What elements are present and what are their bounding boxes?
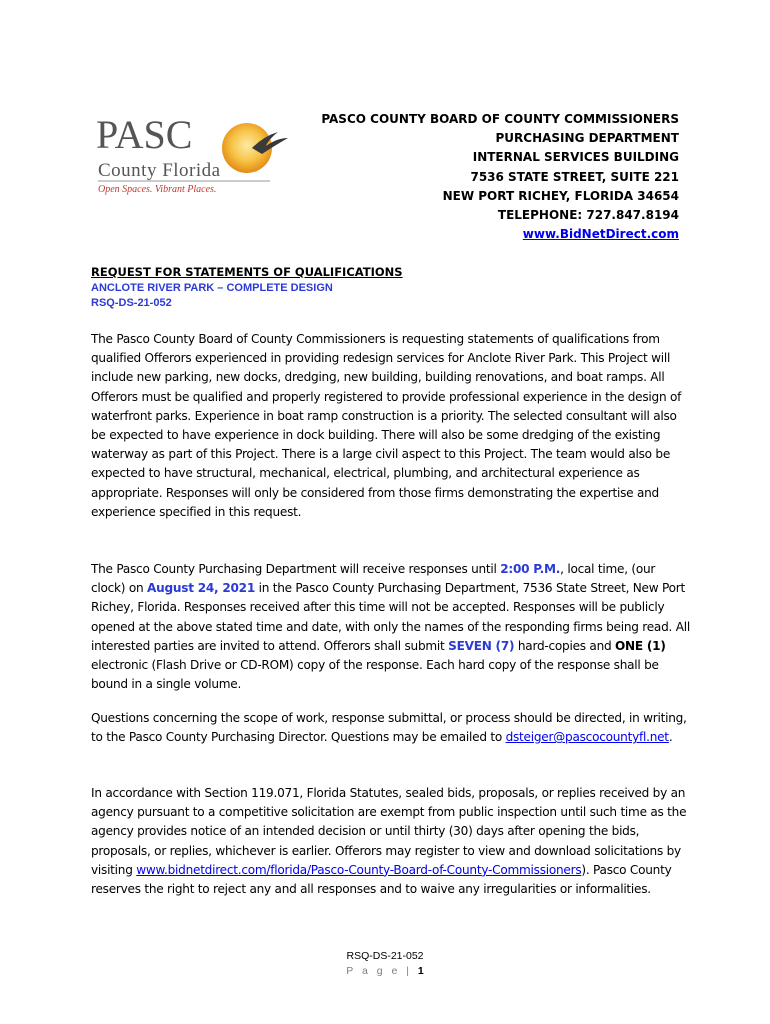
department-address-block xyxy=(279,110,679,244)
hard-copy-count: SEVEN (7) xyxy=(448,638,515,653)
header-line-board: PASCO COUNTY BOARD OF COUNTY COMMISSIONERS xyxy=(321,112,679,126)
footer-solicitation-number: RSQ-DS-21-052 xyxy=(346,950,424,962)
footer-page-indicator xyxy=(0,965,770,977)
paragraph-scope-text: The Pasco County Board of County Commissioners is requesting statements of qualifications from qualified Offerors experienced in providing redesign services for Anclote River Park. This Project will include new parking, new docks, dredging, new building, building renovations, and boat ramps. All Offerors must be qualified and properly registered to provide professional experience in the design of waterfront parks. Experience in boat ramp construction is a priority. The selected consultant will also be expected to have experience in dock building. There will also be some dredging of the existing waterway as part of this Project. There is a large civil aspect to this Project. The team would also be expected to have structural, mechanical, electrical, plumbing, and architectural experience as appropriate. Responses will only be considered from those firms demonstrating the expertise and experience specified in this request. xyxy=(91,332,682,519)
header-website-link[interactable]: www.BidNetDirect.com xyxy=(522,227,679,242)
submission-text-2: , local time, (our clock) on xyxy=(91,562,656,596)
statutes-text-2: ). Pasco County reserves the right to reject any and all responses and to waive any irregularities or informalities. xyxy=(91,862,672,897)
logo-main-text: PASC xyxy=(96,112,193,157)
header-line-street: 7536 STATE STREET, SUITE 221 xyxy=(470,169,679,184)
header-line-city: NEW PORT RICHEY, FLORIDA 34654 xyxy=(442,188,679,203)
logo-county-text: County Florida xyxy=(98,160,221,181)
paragraph-questions xyxy=(91,709,691,747)
submission-text-3: in the Pasco County Purchasing Department, 7536 State Street, New Port Richey, Florida. Responses received after this time will not be accepted. Responses will be publicly opened at the above stated time and date, with only the names of the responding firms being read. All interested parties are invited to attend. Offerors shall submit xyxy=(91,581,690,653)
questions-text-2: . xyxy=(668,730,673,745)
paragraph-scope xyxy=(91,330,691,522)
header-line-telephone: TELEPHONE: 727.847.8194 xyxy=(497,208,679,223)
footer-page-label: P a g e | xyxy=(346,965,412,977)
logo-graphic xyxy=(92,108,302,200)
paragraph-statutes-text xyxy=(91,784,691,899)
solicitation-number: RSQ-DS-21-052 xyxy=(91,297,172,309)
contact-email-link[interactable]: dsteiger@pascocountyfl.net xyxy=(505,730,669,745)
deadline-date: August 24, 2021 xyxy=(147,581,256,596)
electronic-copy-count: ONE (1) xyxy=(615,638,666,653)
header-line-department: PURCHASING DEPARTMENT xyxy=(495,131,679,146)
project-name: ANCLOTE RIVER PARK – COMPLETE DESIGN xyxy=(91,282,333,294)
submission-text-5: electronic (Flash Drive or CD-ROM) copy of the response. Each hard copy of the response shall be bound in a single volume. xyxy=(91,658,659,692)
paragraph-submission xyxy=(91,560,691,694)
request-title: REQUEST FOR STATEMENTS OF QUALIFICATIONS xyxy=(91,265,403,279)
questions-text-1: Questions concerning the scope of work, response submittal, or process should be directed, in writing, to the Pasco County Purchasing Director. Questions may be emailed to xyxy=(91,711,687,745)
submission-text-1: The Pasco County Purchasing Department will receive responses until xyxy=(91,562,501,576)
pasco-county-logo xyxy=(92,108,302,200)
deadline-time: 2:00 P.M. xyxy=(500,562,561,576)
footer-page-number: 1 xyxy=(417,965,424,977)
header-line-building: INTERNAL SERVICES BUILDING xyxy=(472,150,679,165)
bidnet-solicitations-link[interactable]: www.bidnetdirect.com/florida/Pasco-County-Board-of-County-Commissioners xyxy=(136,862,582,877)
statutes-text-1: In accordance with Section 119.071, Florida Statutes, sealed bids, proposals, or replies received by an agency pursuant to a competitive solicitation are exempt from public inspection until such time as the agency provides notice of an intended decision or until thirty (30) days after opening the bids, proposals, or replies, whichever is earlier. Offerors may register to view and download solicitations by visiting xyxy=(91,786,687,877)
logo-tagline: Open Spaces. Vibrant Places. xyxy=(98,184,217,195)
paragraph-statutes xyxy=(91,784,691,899)
paragraph-submission-text xyxy=(91,560,691,694)
submission-text-4: hard-copies and xyxy=(514,638,616,653)
paragraph-questions-text xyxy=(91,709,691,747)
